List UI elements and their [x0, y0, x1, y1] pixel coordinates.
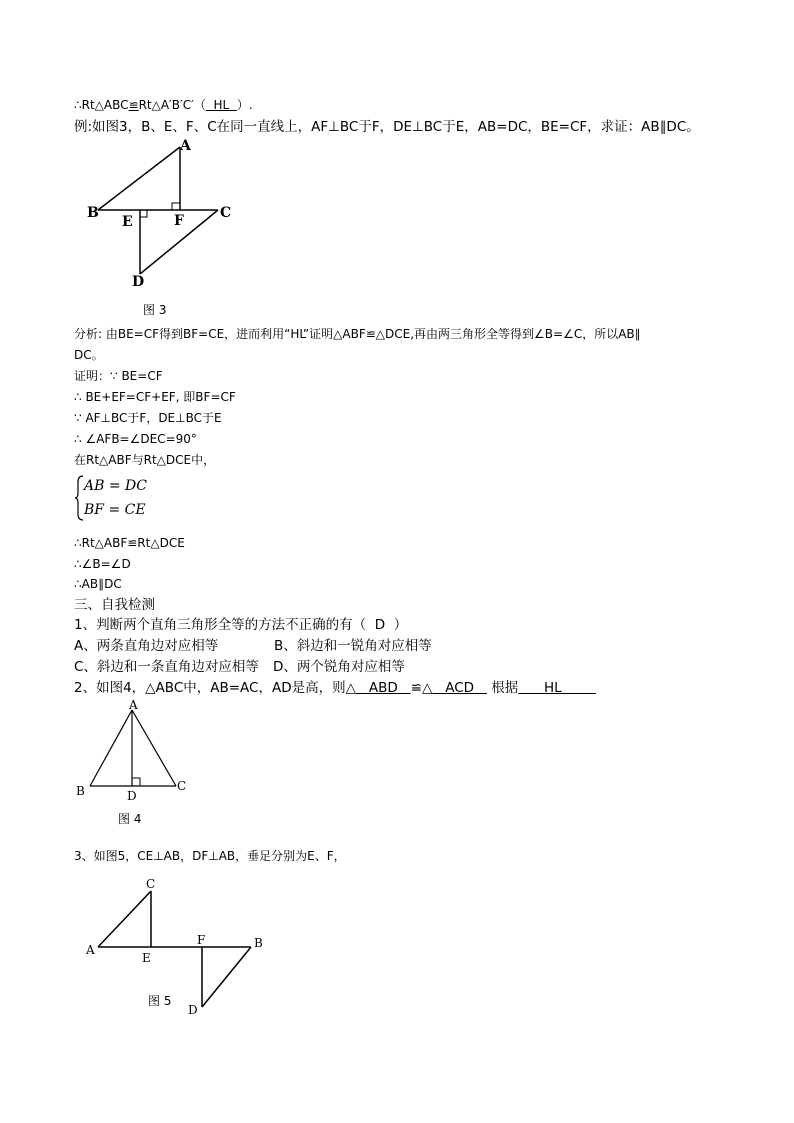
label-b: B — [76, 784, 85, 798]
option-a: A、两条直角边对应相等 — [74, 638, 219, 654]
label-d: D — [127, 789, 137, 803]
label-d: D — [132, 274, 145, 290]
label-b: B — [254, 936, 263, 950]
proof-line-8: ∴AB∥DC — [74, 577, 122, 591]
analysis-line-2: DC。 — [74, 348, 104, 362]
proof-line-3: ∵ AF⊥BC于F，DE⊥BC于E — [74, 411, 222, 425]
answer-blank: D — [374, 617, 386, 633]
label-a: A — [129, 700, 138, 712]
proof-line-5: 在Rt△ABF与Rt△DCE中， — [74, 453, 216, 467]
section-heading: 三、自我检测 — [74, 597, 155, 613]
text-segment: Rt△A′B′C′（ — [138, 98, 206, 112]
equation-system — [74, 474, 194, 522]
answer-blank: ABD — [368, 680, 398, 696]
figure-4-caption: 图 4 — [118, 812, 142, 826]
proof-line-2: ∴ BE+EF=CF+EF, 即BF=CF — [74, 390, 236, 404]
figure-5 — [84, 876, 274, 1021]
answer-blank: ≌ — [128, 98, 139, 112]
figure-4 — [74, 700, 194, 804]
analysis-line-1: 分析: 由BE=CF得到BF=CE，进而利用“HL”证明△ABF≌△DCE,再由两三角形全等得到∠B=∠C，所以AB∥ — [74, 327, 641, 341]
label-a: A — [180, 138, 191, 154]
option-c: C、斜边和一条直角边对应相等 — [74, 659, 259, 675]
brace-icon — [74, 474, 84, 522]
text-segment: ）. — [236, 98, 253, 112]
answer-blank: HL — [213, 98, 230, 112]
label-c: C — [220, 205, 232, 221]
label-e: E — [142, 951, 151, 965]
proof-line-1: 证明：∵ BE=CF — [74, 369, 163, 383]
figure-5-caption: 图 5 — [148, 994, 172, 1008]
label-f: F — [174, 213, 184, 229]
proof-line-4: ∴ ∠AFB=∠DEC=90° — [74, 432, 197, 446]
answer-blank: ACD — [445, 680, 475, 696]
label-e: E — [122, 214, 133, 230]
label-c: C — [177, 779, 187, 793]
answer-blank: HL — [543, 680, 562, 696]
question-2: 2、如图4，△ABC中，AB=AC，AD是高，则△ ABD ≌△ ACD 根据 HL — [74, 680, 596, 696]
example-statement: 例:如图3，B、E、F、C在同一直线上，AF⊥BC于F，DE⊥BC于E，AB=DC，BE=CF，求证：AB∥DC。 — [74, 119, 700, 135]
option-b: B、斜边和一锐角对应相等 — [274, 638, 432, 654]
options-row-2 — [74, 659, 405, 675]
option-d: D、两个锐角对应相等 — [273, 659, 405, 675]
options-row-1 — [74, 638, 432, 654]
label-a: A — [86, 943, 95, 957]
equation-row-2: BF = CE — [84, 502, 146, 518]
label-d: D — [188, 1003, 198, 1017]
proof-line-7: ∴∠B=∠D — [74, 557, 131, 571]
label-c: C — [146, 877, 156, 891]
label-b: B — [87, 205, 99, 221]
question-3: 3、如图5，CE⊥AB，DF⊥AB，垂足分别为E、F， — [74, 849, 346, 863]
figure-3 — [84, 138, 244, 290]
text-segment: ∴Rt△ABC — [74, 98, 129, 112]
figure-3-caption: 图 3 — [143, 303, 167, 317]
conclusion-line — [74, 97, 253, 113]
label-f: F — [197, 933, 206, 947]
proof-line-6: ∴Rt△ABF≌Rt△DCE — [74, 536, 185, 550]
equation-row-1: AB = DC — [84, 478, 147, 494]
question-1: 1、判断两个直角三角形全等的方法不正确的有（ D ） — [74, 617, 408, 633]
